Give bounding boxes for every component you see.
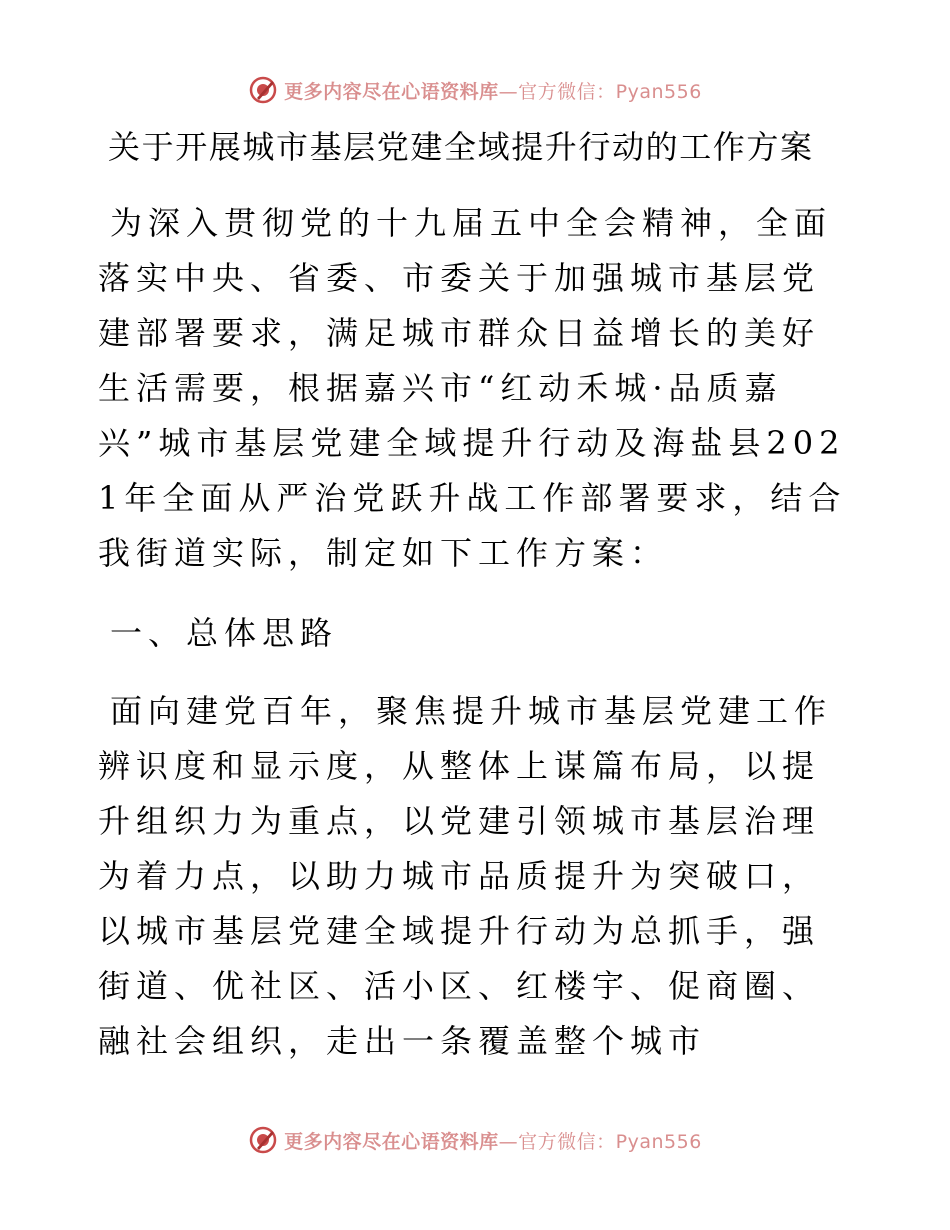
watermark-wechat-text: 官方微信：Pyan556 bbox=[518, 80, 702, 103]
watermark-separator: — bbox=[498, 80, 519, 103]
watermark-separator: — bbox=[498, 1130, 519, 1153]
document-title: 关于开展城市基层党建全域提升行动的工作方案 bbox=[108, 128, 814, 166]
watermark-header bbox=[0, 70, 950, 110]
watermark-wechat-text: 官方微信：Pyan556 bbox=[518, 1130, 702, 1153]
watermark-site-text: 更多内容尽在心语资料库 bbox=[284, 80, 499, 103]
watermark-text bbox=[284, 77, 702, 104]
section-heading-overall-approach: 一、总体思路 bbox=[110, 614, 339, 652]
quill-pen-seal-icon bbox=[248, 1125, 278, 1155]
watermark-site-text: 更多内容尽在心语资料库 bbox=[284, 1130, 499, 1153]
quill-pen-seal-icon bbox=[248, 75, 278, 105]
document-body bbox=[98, 122, 850, 1094]
section-body-overall-approach: 面向建党百年，聚焦提升城市基层党建工作辨识度和显示度，从整体上谋篇布局，以提升组织力为重点，以党建引领城市基层治理为着力点，以助力城市品质提升为突破口，以城市基层党建全域提升行动为总抓手，强街道、优社区、活小区、红楼宇、促商圈、融社会组织，走出一条覆盖整个城市 bbox=[98, 692, 833, 1060]
watermark-footer bbox=[0, 1120, 950, 1160]
watermark-text bbox=[284, 1127, 702, 1154]
intro-paragraph: 为深入贯彻党的十九届五中全会精神，全面落实中央、省委、市委关于加强城市基层党建部署要求，满足城市群众日益增长的美好生活需要，根据嘉兴市“红动禾城·品质嘉兴”城市基层党建全域提升行动及海盐县2021年全面从严治党跃升战工作部署要求，结合我街道实际，制定如下工作方案： bbox=[98, 204, 847, 572]
